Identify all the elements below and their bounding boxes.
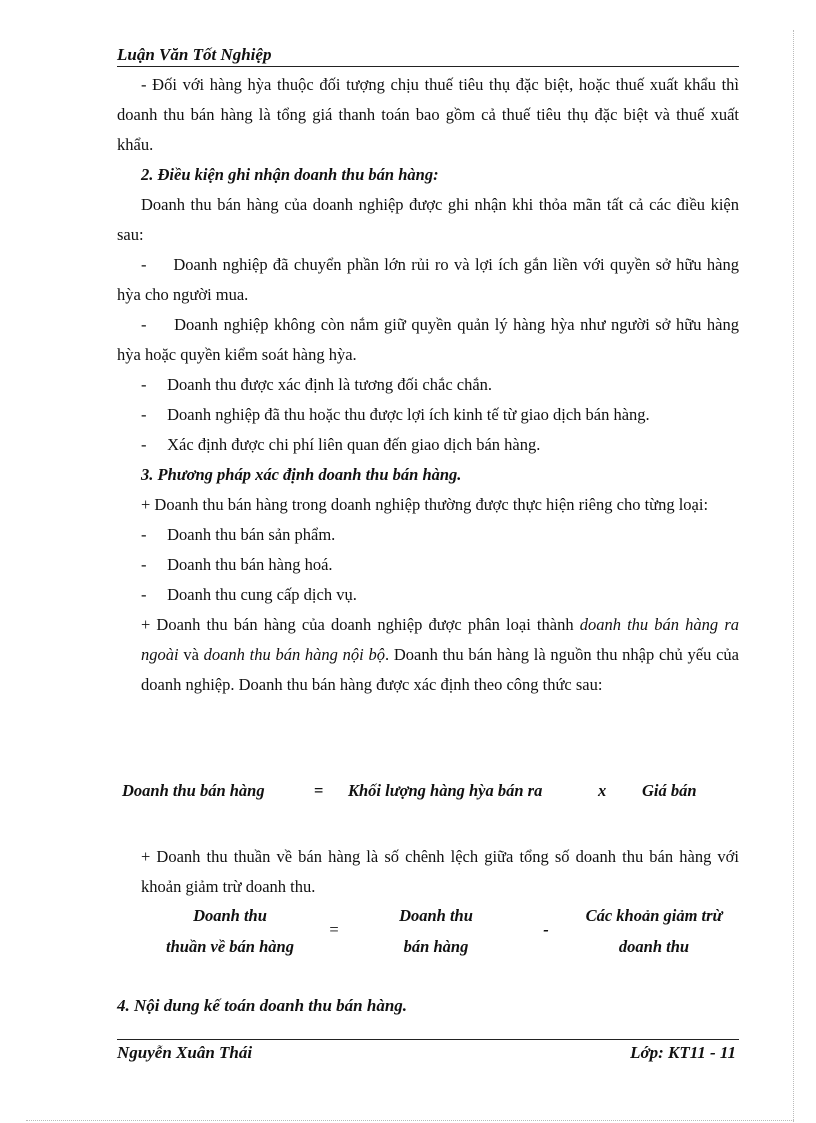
condition-item [117, 310, 739, 370]
condition-item [117, 370, 739, 400]
formula-equals: = [314, 781, 324, 800]
net-right-line2: doanh thu [618, 937, 690, 956]
para2-italic-external: doanh thu bán hàng ra ngoài [141, 615, 739, 664]
para2-text-e: . Doanh thu bán hàng là nguồn thu nhập chủ yếu của doanh nghiệp. Doanh thu bán hàng được xác định theo công thức sau: [141, 645, 739, 694]
formula-revenue [118, 781, 738, 807]
footer-divider [117, 1039, 739, 1040]
section-2-lead: Doanh thu bán hàng của doanh nghiệp được ghi nhận khi thỏa mãn tất cả các điều kiện sau: [117, 195, 739, 244]
dash-marker: - [141, 405, 147, 424]
type-text: Doanh thu bán sản phẩm. [167, 525, 336, 544]
type-item [117, 550, 739, 580]
dash-marker: - [141, 555, 147, 574]
formula-net-revenue [118, 900, 738, 964]
dash-marker: - [141, 315, 147, 334]
condition-item [117, 250, 739, 310]
formula-left-term: Doanh thu bán hàng [122, 781, 265, 800]
net-mid-line2: bán hàng [403, 937, 469, 956]
type-text: Doanh thu cung cấp dịch vụ. [167, 585, 357, 604]
condition-item [117, 430, 739, 460]
net-revenue-text [117, 842, 739, 902]
para2-text-c: và [178, 645, 204, 664]
footer-author: Nguyễn Xuân Thái [117, 1043, 253, 1062]
net-equals: = [329, 920, 339, 939]
condition-item [117, 400, 739, 430]
formula-price-term: Giá bán [642, 781, 697, 800]
page-edge-right [793, 30, 794, 1122]
dash-marker: - [141, 585, 147, 604]
net-right-line1: Các khoản giảm trừ [585, 906, 723, 925]
condition-text: Doanh nghiệp đã thu hoặc thu được lợi ích kinh tế từ giao dịch bán hàng. [167, 405, 650, 424]
condition-text: Xác định được chi phí liên quan đến giao dịch bán hàng. [167, 435, 541, 454]
intro-paragraph: - Đối với hàng hỳa thuộc đối tượng chịu thuế tiêu thụ đặc biệt, hoặc thuế xuất khẩu thì doanh thu bán hàng là tổng giá thanh toán bao gồm cả thuế tiêu thụ đặc biệt và thuế xuất khẩu. [117, 75, 739, 154]
condition-text: Doanh nghiệp đã chuyển phần lớn rủi ro và lợi ích gắn liền với quyền sở hữu hàng hỳa cho người mua. [117, 255, 740, 304]
dash-marker: - [141, 525, 147, 544]
body-text [117, 70, 739, 700]
net-minus: - [543, 920, 549, 939]
dash-marker: - [141, 375, 147, 394]
page-edge-bottom [26, 1120, 794, 1121]
dash-marker: - [141, 255, 147, 274]
net-mid-line1: Doanh thu [399, 906, 473, 925]
para2-italic-internal: doanh thu bán hàng nội bộ [203, 645, 385, 664]
para2-text-a: + Doanh thu bán hàng của doanh nghiệp được phân loại thành [141, 615, 580, 634]
type-text: Doanh thu bán hàng hoá. [167, 555, 333, 574]
formula-quantity-term: Khối lượng hàng hỳa bán ra [348, 781, 543, 800]
section-3-paragraph-3: + Doanh thu thuần về bán hàng là số chênh lệch giữa tổng số doanh thu bán hàng với khoản giảm trừ doanh thu. [141, 847, 739, 896]
dash-marker: - [141, 435, 147, 454]
net-left-line2: thuần về bán hàng [166, 937, 294, 956]
type-item [117, 580, 739, 610]
section-3-paragraph-1: + Doanh thu bán hàng trong doanh nghiệp thường được thực hiện riêng cho từng loại: [141, 495, 709, 514]
condition-text: Doanh thu được xác định là tương đối chắc chắn. [167, 375, 493, 394]
footer-class: Lớp: KT11 - 11 [630, 1043, 736, 1062]
formula-multiply: x [598, 781, 607, 800]
condition-text: Doanh nghiệp không còn nắm giữ quyền quản lý hàng hỳa như người sở hữu hàng hỳa hoặc quyền kiểm soát hàng hỳa. [117, 315, 739, 364]
page-header-title: Luận Văn Tốt Nghiệp [117, 45, 739, 67]
type-item [117, 520, 739, 550]
section-3-heading: 3. Phương pháp xác định doanh thu bán hàng. [141, 465, 462, 484]
net-left-line1: Doanh thu [193, 906, 267, 925]
section-4-heading: 4. Nội dung kế toán doanh thu bán hàng. [117, 996, 408, 1015]
section-2-heading: 2. Điều kiện ghi nhận doanh thu bán hàng: [141, 165, 439, 184]
section-3-paragraph-2 [117, 610, 739, 700]
